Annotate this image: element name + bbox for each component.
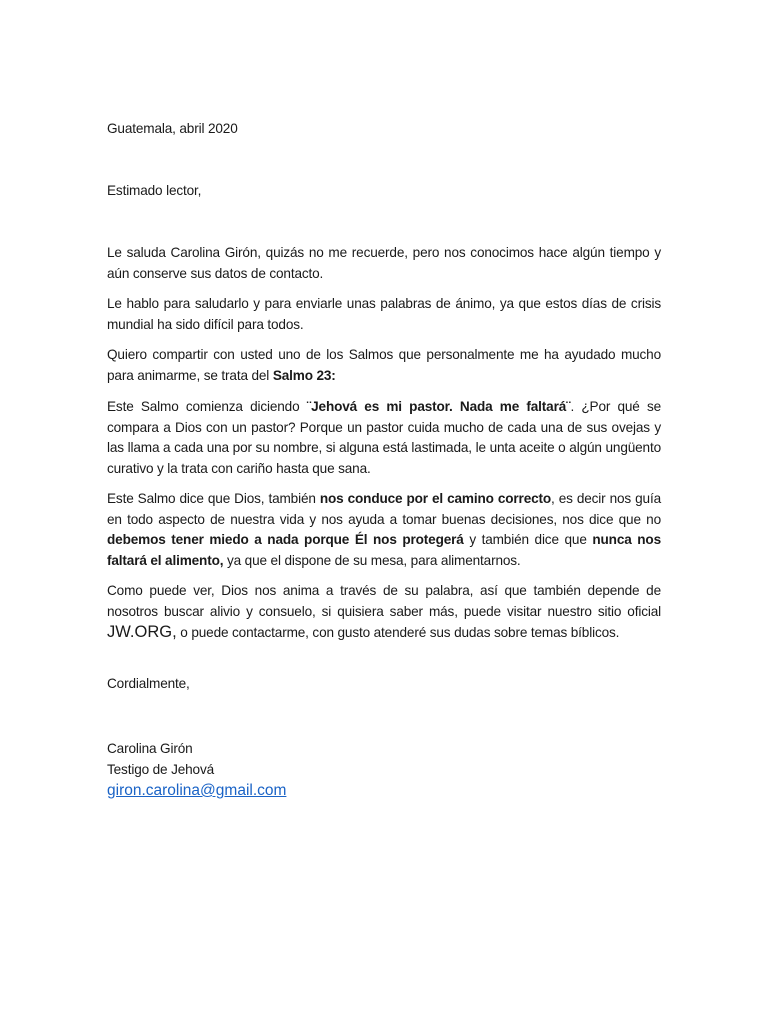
paragraph-invitation bbox=[107, 581, 661, 644]
guidance-emphasis-path: nos conduce por el camino correcto bbox=[319, 491, 552, 506]
signature-name: Carolina Girón bbox=[107, 741, 193, 756]
shepherd-text-a: Este Salmo comienza diciendo bbox=[107, 399, 307, 414]
paragraph-encouragement: Le hablo para saludarlo y para enviarle unas palabras de ánimo, ya que estos días de crisis mundial ha sido difícil para todos. bbox=[107, 296, 661, 332]
signature-title: Testigo de Jehová bbox=[107, 762, 215, 777]
website-name: JW.ORG, bbox=[107, 623, 177, 641]
guidance-emphasis-fear: debemos tener miedo a nada porque Él nos protegerá bbox=[107, 532, 464, 547]
guidance-text-c: y también dice que bbox=[463, 532, 593, 547]
psalm-intro-text: Quiero compartir con usted uno de los Salmos que personalmente me ha ayudado mucho para animarme, se trata del bbox=[107, 347, 661, 383]
closing: Cordialmente, bbox=[107, 676, 190, 691]
paragraph-greeting: Le saluda Carolina Girón, quizás no me recuerde, pero nos conocimos hace algún tiempo y aún conserve sus datos de contacto. bbox=[107, 245, 661, 281]
guidance-text-b: , es decir nos guía en todo aspecto de nuestra vida y nos ayuda a tomar buenas decisiones, nos dice que no bbox=[107, 491, 661, 527]
paragraph-shepherd bbox=[107, 397, 661, 479]
guidance-text-a: Este Salmo dice que Dios, también bbox=[107, 491, 320, 506]
paragraph-guidance bbox=[107, 489, 661, 571]
paragraph-psalm-intro bbox=[107, 345, 661, 386]
shepherd-text-b: . ¿Por qué se compara a Dios con un pastor? Porque un pastor cuida mucho de cada una de sus ovejas y las llama a cada una por su nombre, si alguna está lastimada, le unta aceite o algún ungüento curativo y la trata con cariño hasta que sana. bbox=[107, 399, 661, 476]
guidance-emphasis-food: nunca nos faltará el alimento, bbox=[107, 532, 661, 568]
guidance-text-d: ya que el dispone de su mesa, para alimentarnos. bbox=[223, 552, 521, 568]
date-line: Guatemala, abril 2020 bbox=[107, 121, 238, 136]
psalm-reference: Salmo 23: bbox=[272, 367, 336, 383]
invitation-text-a: Como puede ver, Dios nos anima a través de su palabra, así que también depende de nosotros buscar alivio y consuelo, si quisiera saber más, puede visitar nuestro sitio oficial bbox=[107, 583, 661, 619]
salutation: Estimado lector, bbox=[107, 183, 202, 198]
signature-email-link[interactable]: giron.carolina@gmail.com bbox=[107, 782, 287, 799]
invitation-text-b: o puede contactarme, con gusto atenderé sus dudas sobre temas bíblicos. bbox=[176, 625, 620, 640]
psalm-quote: ¨Jehová es mi pastor. Nada me faltará¨ bbox=[306, 399, 571, 414]
